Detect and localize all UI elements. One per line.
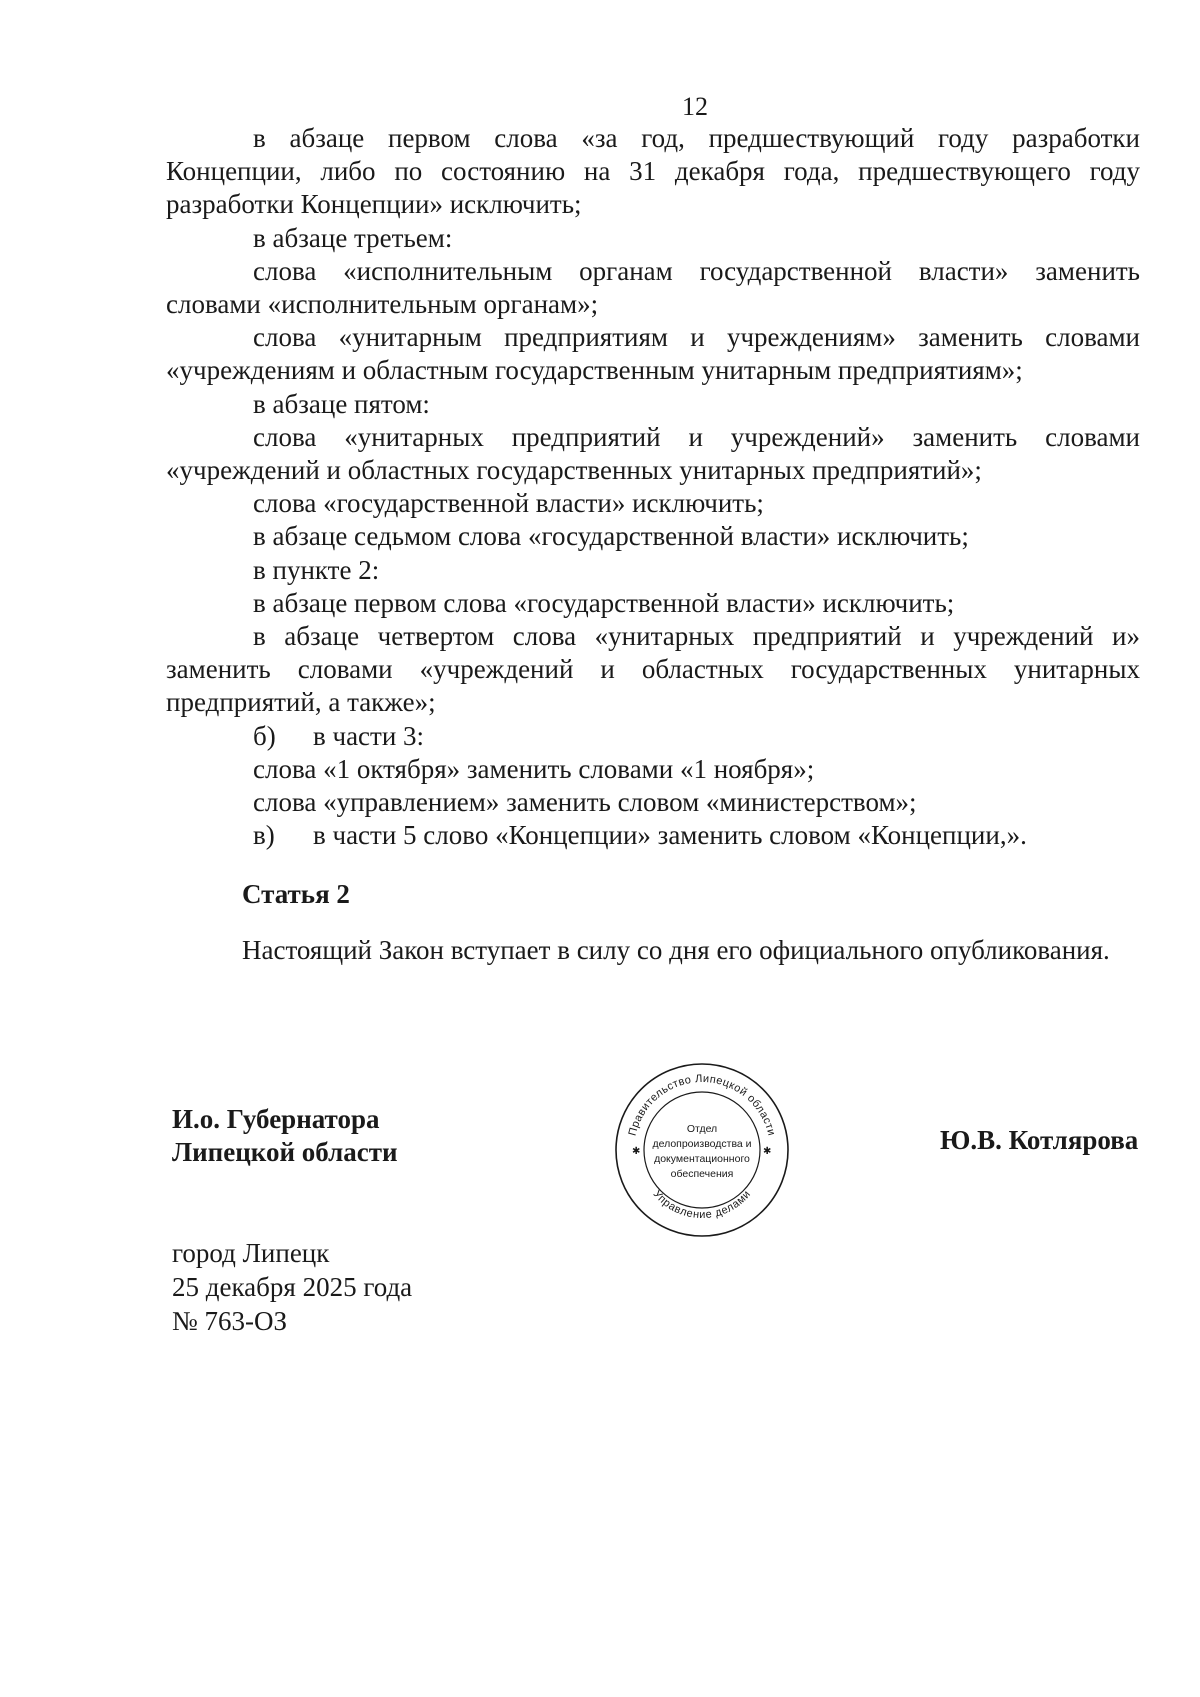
date: 25 декабря 2025 года [172,1272,413,1302]
list-letter: в) [253,820,275,851]
stamp-star-left: ✱ [632,1146,641,1157]
signatory-title [172,1103,398,1169]
official-stamp [612,1060,792,1240]
amendment-paragraph: слова «унитарных предприятий и учреждений» заменить словами «учреждений и областных государственных унитарных предприятий»; [166,421,1140,486]
amendment-paragraph: слова «государственной власти» исключить; [253,488,764,519]
amendment-paragraph: в абзаце седьмом слова «государственной власти» исключить; [253,521,969,552]
signatory-name: Ю.В. Котлярова [940,1125,1139,1155]
law-number: № 763-ОЗ [172,1306,288,1336]
article-paragraph: Настоящий Закон вступает в силу со дня его официального опубликования. [242,935,1110,965]
stamp-outer-top-text: Правительство Липецкой области [626,1072,778,1138]
place: город Липецк [172,1238,330,1268]
law-amendments [166,122,1140,852]
list-item-text: в части 5 слово «Концепции» заменить словом «Концепции,». [313,820,1027,851]
place-date-block [172,1236,412,1338]
amendment-paragraph: в абзаце первом слова «государственной власти» исключить; [253,587,955,618]
amendment-paragraph: в абзаце четвертом слова «унитарных предприятий и учреждений и» заменить словами «учреждений и областных государственных унитарных предприятий, а также»; [166,621,1140,718]
list-item-v [166,819,1140,852]
stamp-inner-line: обеспечения [670,1168,734,1180]
signatory-title-line: И.о. Губернатора [172,1104,380,1134]
amendment-paragraph: в абзаце пятом: [253,388,430,419]
list-item-text: в части 3: [313,720,425,751]
stamp-inner-line: Отдел [686,1123,718,1135]
amendment-paragraph: слова «исполнительным органам государственной власти» заменить словами «исполнительным органам»; [166,255,1140,320]
list-letter: б) [253,720,276,751]
list-item-b [166,720,1140,753]
amendment-paragraph: слова «управлением» заменить словом «министерством»; [253,787,917,818]
stamp-outer-bottom-text: Управление делами [650,1188,754,1222]
stamp-star-right: ✱ [763,1146,772,1157]
amendment-paragraph: в абзаце первом слова «за год, предшествующий году разработки Концепции, либо по состоянию на 31 декабря года, предшествующего году разработки Концепции» исключить; [166,123,1140,220]
amendment-paragraph: в абзаце третьем: [253,222,453,253]
amendment-paragraph: слова «унитарным предприятиям и учреждениям» заменить словами «учреждениям и областным государственным унитарным предприятиям»; [166,322,1140,386]
amendment-paragraph: в пункте 2: [253,554,380,585]
amendment-paragraph: слова «1 октября» заменить словами «1 ноября»; [253,753,815,784]
page-number: 12 [682,92,708,121]
article-heading: Статья 2 [242,879,350,909]
stamp-inner-line: делопроизводства и [652,1138,752,1150]
article-text [170,933,1142,967]
signatory-title-line: Липецкой области [172,1137,398,1167]
stamp-inner-line: документационного [654,1153,750,1165]
